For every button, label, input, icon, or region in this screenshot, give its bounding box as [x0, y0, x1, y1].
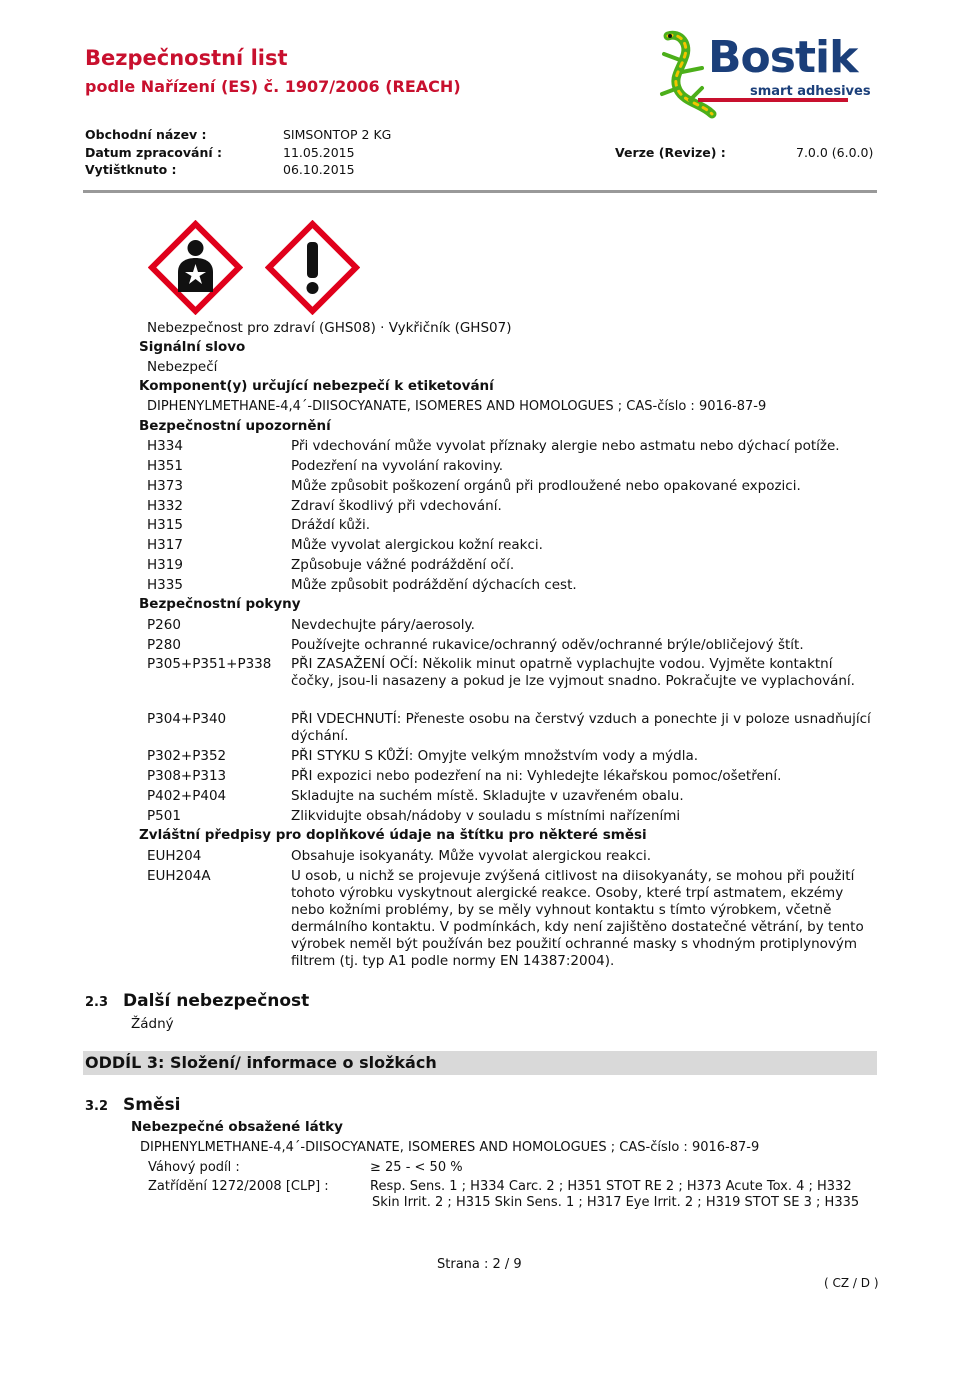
bostik-logo	[650, 24, 870, 124]
p-code: P302+P352	[147, 748, 227, 764]
version-value: 7.0.0 (6.0.0)	[796, 145, 874, 160]
page-number: Strana : 2 / 9	[437, 1257, 522, 1272]
h-text: Může způsobit poškození orgánů při prodloužené nebo opakované expozici.	[291, 478, 801, 494]
signal-word-heading: Signální slovo	[139, 339, 246, 355]
pictogram-caption: Nebezpečnost pro zdraví (GHS08) · Vykřičník (GHS07)	[147, 320, 512, 336]
h-code: H317	[147, 537, 183, 553]
p-code: P304+P340	[147, 711, 227, 727]
h-text: Způsobuje vážné podráždění očí.	[291, 557, 515, 573]
brand-tagline: smart adhesives	[750, 84, 871, 99]
p-text: Nevdechujte páry/aerosoly.	[291, 617, 475, 633]
components-value: DIPHENYLMETHANE-4,4´-DIISOCYANATE, ISOMERES AND HOMOLOGUES ; CAS-číslo : 9016-87-9	[147, 399, 767, 414]
p-text: Zlikvidujte obsah/nádoby v souladu s místními nařízeními	[291, 808, 681, 824]
processed-date: 11.05.2015	[283, 145, 355, 160]
processed-label: Datum zpracování :	[85, 145, 222, 160]
h-text: Může vyvolat alergickou kožní reakci.	[291, 537, 543, 553]
p-text: Skladujte na suchém místě. Skladujte v uzavřeném obalu.	[291, 788, 684, 804]
document-subtitle: podle Nařízení (ES) č. 1907/2006 (REACH)	[85, 77, 461, 96]
classification-line: Resp. Sens. 1 ; H334 Carc. 2 ; H351 STOT RE 2 ; H373 Acute Tox. 4 ; H332	[370, 1179, 852, 1194]
h-code: H351	[147, 458, 183, 474]
health-hazard-icon	[148, 220, 243, 315]
euh-text: Obsahuje isokyanáty. Může vyvolat alergickou reakci.	[291, 848, 652, 864]
special-heading: Zvláštní předpisy pro doplňkové údaje na štítku pro některé směsi	[139, 827, 647, 843]
brand-name: Bostik	[708, 32, 858, 83]
h-code: H315	[147, 517, 183, 533]
h-text: Dráždí kůži.	[291, 517, 371, 533]
trade-name: SIMSONTOP 2 KG	[283, 127, 392, 142]
other-hazards-value: Žádný	[131, 1016, 174, 1032]
p-code: P305+P351+P338	[147, 656, 272, 672]
euh-code: EUH204	[147, 848, 202, 864]
h-text: Při vdechování může vyvolat příznaky alergie nebo astmatu nebo dýchací potíže.	[291, 438, 840, 454]
h-code: H319	[147, 557, 183, 573]
weight-label: Váhový podíl :	[148, 1160, 240, 1175]
h-code: H335	[147, 577, 183, 593]
h-code: H332	[147, 498, 183, 514]
h-text: Podezření na vyvolání rakoviny.	[291, 458, 504, 474]
h-text: Zdraví škodlivý při vdechování.	[291, 498, 502, 514]
document-title: Bezpečnostní list	[85, 46, 288, 70]
p-code: P280	[147, 637, 181, 653]
section-number: 3.2	[85, 1099, 109, 1114]
p-code: P260	[147, 617, 181, 633]
h-code: H334	[147, 438, 183, 454]
components-heading: Komponent(y) určující nebezpečí k etiketování	[139, 378, 494, 394]
h-code: H373	[147, 478, 183, 494]
euh-code: EUH204A	[147, 868, 211, 884]
header-rule	[83, 190, 877, 193]
hazardous-substances-heading: Nebezpečné obsažené látky	[131, 1119, 343, 1135]
h-statements-heading: Bezpečnostní upozornění	[139, 418, 331, 434]
classification-line: Skin Irrit. 2 ; H315 Skin Sens. 1 ; H317 Eye Irrit. 2 ; H319 STOT SE 3 ; H335	[372, 1195, 860, 1210]
classification-label: Zatřídění 1272/2008 [CLP] :	[148, 1179, 329, 1194]
h-text: Může způsobit podráždění dýchacích cest.	[291, 577, 577, 593]
p-text: PŘI expozici nebo podezření na ni: Vyhledejte lékařskou pomoc/ošetření.	[291, 768, 782, 784]
section3-bar	[83, 1051, 877, 1075]
printed-label: Vytištknuto :	[85, 162, 177, 177]
euh-text: U osob, u nichž se projevuje zvýšená citlivost na diisokyanáty, se mohou při použití tohoto výrobku vyskytnout alergické reakce. Osoby, které trpí astmatem, ekzémy nebo kožními problémy, by se měly vyhnout kontaktu s tímto výrobkem, včetně dermálního kontaktu. V podmínkách, kdy není zajištěno dostatečné větrání, by tento výrobek neměl být používán bez použití ochranné masky s vhodným protiplynovým filtrem (tj. typ A1 podle normy EN 14387:2004).	[291, 868, 864, 969]
p-text: Používejte ochranné rukavice/ochranný oděv/ochranné brýle/obličejový štít.	[291, 637, 804, 653]
section-number: 2.3	[85, 995, 109, 1010]
p-text: PŘI ZASAŽENÍ OČÍ: Několik minut opatrně vyplachujte vodou. Vyjměte kontaktní čočky, jsou-li nasazeny a pokud je lze vyjmout snadno. Pokračujte ve vyplachování.	[291, 656, 855, 689]
p-code: P308+P313	[147, 768, 227, 784]
substance-name: DIPHENYLMETHANE-4,4´-DIISOCYANATE, ISOMERES AND HOMOLOGUES ; CAS-číslo : 9016-87-9	[140, 1140, 760, 1155]
p-statements-heading: Bezpečnostní pokyny	[139, 596, 301, 612]
mixtures-heading: Směsi	[123, 1095, 181, 1115]
p-text: PŘI VDECHNUTÍ: Přeneste osobu na čerstvý vzduch a ponechte ji v poloze usnadňující dýchání.	[291, 711, 871, 744]
weight-value: ≥ 25 - < 50 %	[370, 1160, 463, 1175]
p-code: P501	[147, 808, 181, 824]
version-label: Verze (Revize) :	[615, 145, 726, 160]
printed-date: 06.10.2015	[283, 162, 355, 177]
p-code: P402+P404	[147, 788, 227, 804]
other-hazards-heading: Další nebezpečnost	[123, 991, 310, 1011]
section3-title: ODDÍL 3: Složení/ informace o složkách	[85, 1053, 437, 1072]
signal-word: Nebezpečí	[147, 359, 218, 375]
locale-code: ( CZ / D )	[824, 1276, 879, 1290]
trade-name-label: Obchodní název :	[85, 127, 207, 142]
p-text: PŘI STYKU S KŮŽÍ: Omyjte velkým množstvím vody a mýdla.	[291, 748, 699, 764]
exclamation-mark-icon	[265, 220, 360, 315]
